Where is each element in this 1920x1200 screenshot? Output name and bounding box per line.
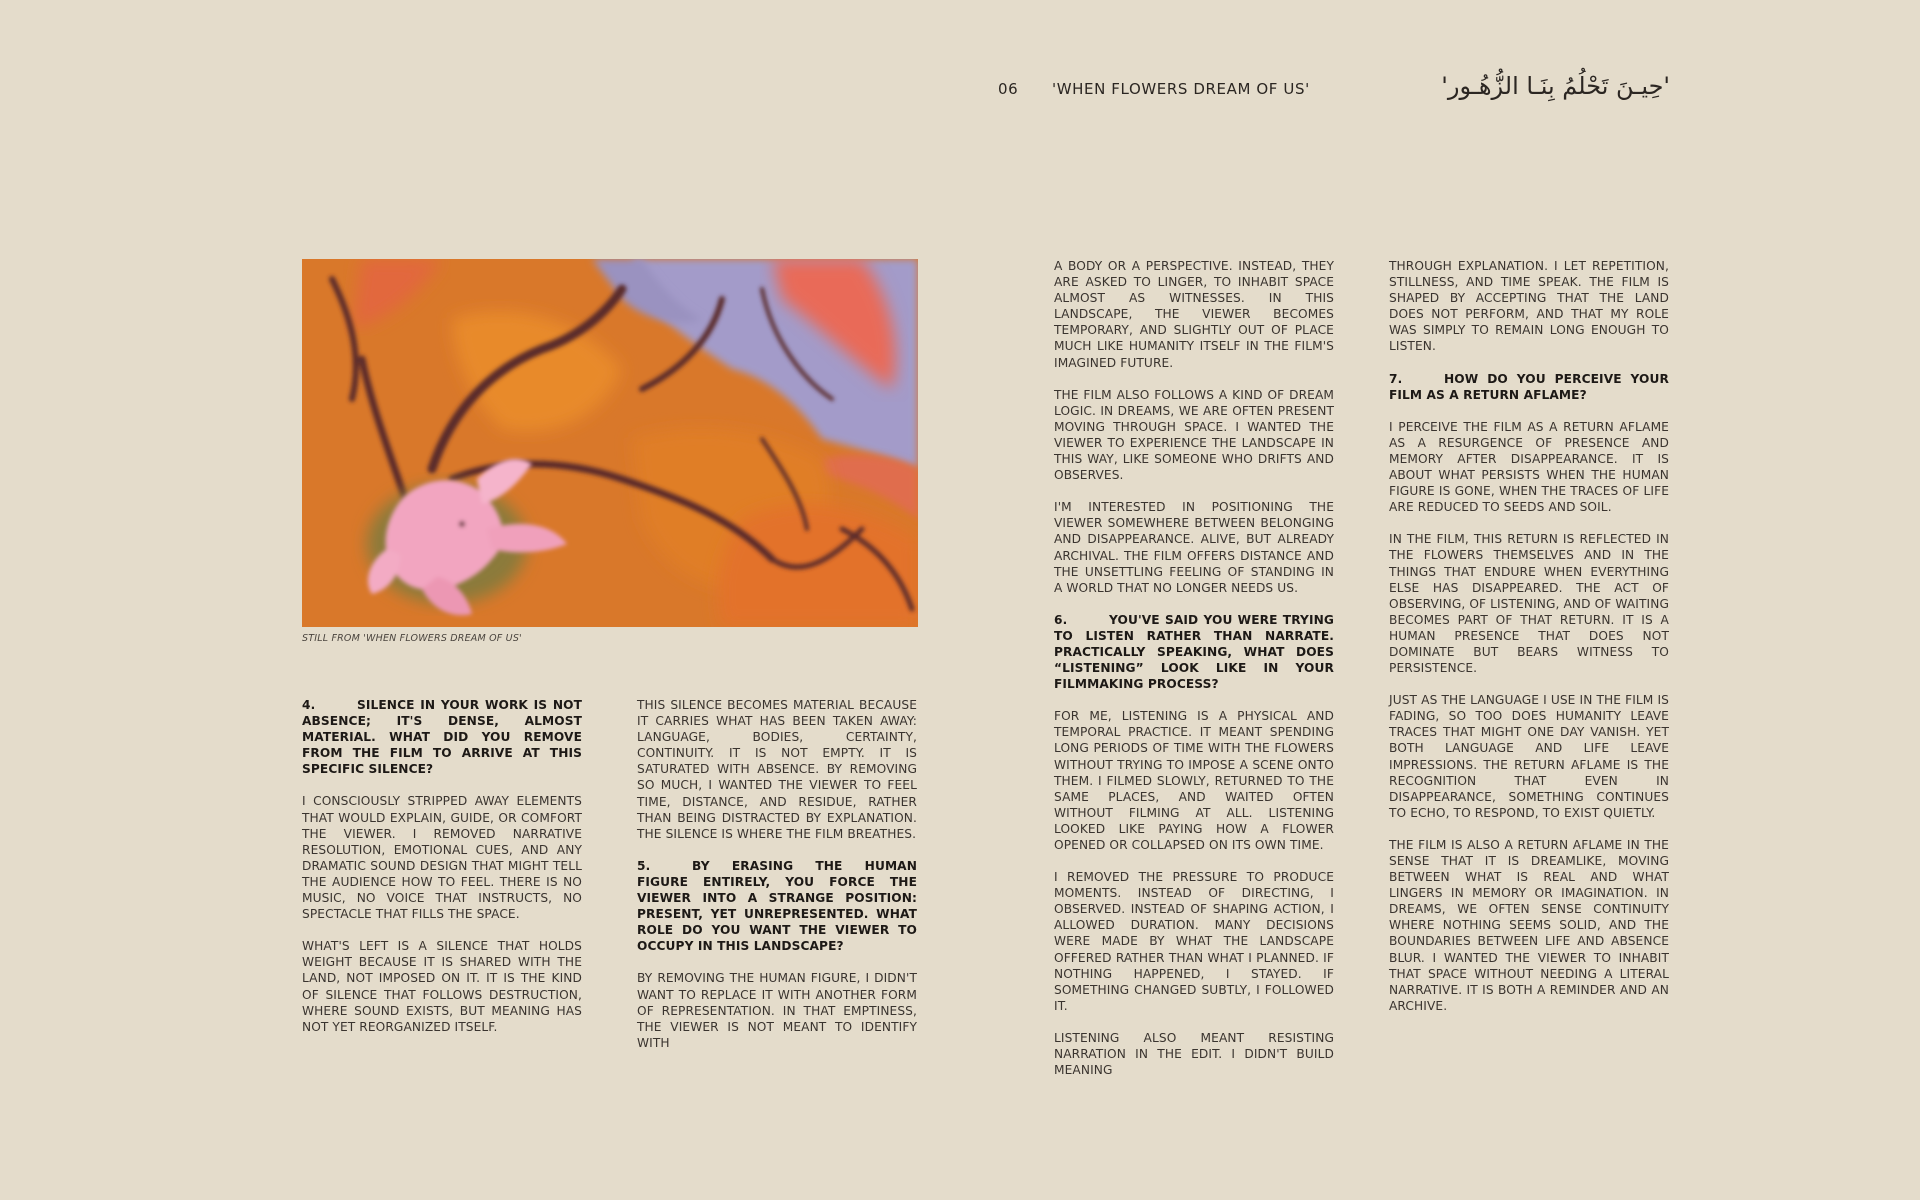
question-number: 4. xyxy=(302,698,316,712)
paragraph: I'M INTERESTED IN POSITIONING THE VIEWER SOMEWHERE BETWEEN BELONGING AND DISAPPEARANCE. ALIVE, BUT ALREADY ARCHIVAL. THE FILM OFFERS DISTANCE AND THE UNSETTLING FEELING OF STANDING IN A WORLD THAT NO LONGER NEEDS US. xyxy=(1054,500,1334,595)
arabic-title: 'حِيـنَ تَحْلُمُ بِنَـا الزُّهُـور' xyxy=(1441,72,1670,100)
paragraph: THROUGH EXPLANATION. I LET REPETITION, STILLNESS, AND TIME SPEAK. THE FILM IS SHAPED BY ACCEPTING THAT THE LAND DOES NOT PERFORM, AND THAT MY ROLE WAS SIMPLY TO REMAIN LONG ENOUGH TO LISTEN. xyxy=(1389,259,1669,354)
column-3 xyxy=(1054,258,1334,1094)
column-2 xyxy=(637,697,917,1067)
paragraph: IN THE FILM, THIS RETURN IS REFLECTED IN THE FLOWERS THEMSELVES AND IN THE THINGS THAT ENDURE WHEN EVERYTHING ELSE HAS DISAPPEARED. THE ACT OF OBSERVING, OF LISTENING, AND OF WAITING BECOMES PART OF THAT RETURN. IT IS A HUMAN PRESENCE THAT DOES NOT DOMINATE BUT BEARS WITNESS TO PERSISTENCE. xyxy=(1389,532,1669,676)
paragraph: THE FILM ALSO FOLLOWS A KIND OF DREAM LOGIC. IN DREAMS, WE ARE OFTEN PRESENT MOVING THROUGH SPACE. I WANTED THE VIEWER TO EXPERIENCE THE LANDSCAPE IN THIS WAY, LIKE SOMEONE WHO DRIFTS AND OBSERVES. xyxy=(1054,387,1334,483)
column-4 xyxy=(1389,258,1669,1030)
image-caption: STILL FROM 'WHEN FLOWERS DREAM OF US' xyxy=(302,633,522,644)
column-1 xyxy=(302,697,582,1051)
paragraph: LISTENING ALSO MEANT RESISTING NARRATION IN THE EDIT. I DIDN'T BUILD MEANING xyxy=(1054,1030,1334,1078)
paragraph: THE FILM IS ALSO A RETURN AFLAME IN THE SENSE THAT IT IS DREAMLIKE, MOVING BETWEEN WHAT IS REAL AND WHAT LINGERS IN MEMORY OR IMAGINATION. IN DREAMS, WE OFTEN SENSE CONTINUITY WHERE NOTHING SEEMS SOLID, AND THE BOUNDARIES BETWEEN LIFE AND ABSENCE BLUR. I WANTED THE VIEWER TO INHABIT THAT SPACE WITHOUT NEEDING A LITERAL NARRATIVE. IT IS BOTH A REMINDER AND AN ARCHIVE. xyxy=(1389,837,1669,1013)
question-text: YOU'VE SAID YOU WERE TRYING TO LISTEN RATHER THAN NARRATE. PRACTICALLY SPEAKING, WHAT DOES “LISTENING” LOOK LIKE IN YOUR FILMMAKING PROCESS? xyxy=(1054,612,1334,692)
question-7 xyxy=(1389,371,1669,403)
question-text: SILENCE IN YOUR WORK IS NOT ABSENCE; IT'S DENSE, ALMOST MATERIAL. WHAT DID YOU REMOVE FROM THE FILM TO ARRIVE AT THIS SPECIFIC SILENCE? xyxy=(302,698,582,777)
flower-illustration xyxy=(302,259,918,627)
paragraph: BY REMOVING THE HUMAN FIGURE, I DIDN'T WANT TO REPLACE IT WITH ANOTHER FORM OF REPRESENTATION. IN THAT EMPTINESS, THE VIEWER IS NOT MEANT TO IDENTIFY WITH xyxy=(637,971,917,1050)
page-title: 'WHEN FLOWERS DREAM OF US' xyxy=(1052,80,1310,98)
paragraph: A BODY OR A PERSPECTIVE. INSTEAD, THEY ARE ASKED TO LINGER, TO INHABIT SPACE ALMOST AS WITNESSES. IN THIS LANDSCAPE, THE VIEWER BECOMES TEMPORARY, AND SLIGHTLY OUT OF PLACE MUCH LIKE HUMANITY ITSELF IN THE FILM'S IMAGINED FUTURE. xyxy=(1054,259,1334,370)
question-number: 7. xyxy=(1389,371,1403,386)
question-4 xyxy=(302,697,582,777)
question-5 xyxy=(637,858,917,955)
paragraph: FOR ME, LISTENING IS A PHYSICAL AND TEMPORAL PRACTICE. IT MEANT SPENDING LONG PERIODS OF TIME WITH THE FLOWERS WITHOUT TRYING TO IMPOSE A SCENE ONTO THEM. I FILMED SLOWLY, RETURNED TO THE SAME PLACES, AND WAITED OFTEN WITHOUT FILMING AT ALL. LISTENING LOOKED LIKE PAYING HOW A FLOWER OPENED OR COLLAPSED ON ITS OWN TIME. xyxy=(1054,709,1334,852)
film-still-image xyxy=(302,259,918,627)
question-6 xyxy=(1054,612,1334,692)
paragraph: WHAT'S LEFT IS A SILENCE THAT HOLDS WEIGHT BECAUSE IT IS SHARED WITH THE LAND, NOT IMPOSED ON IT. IT IS THE KIND OF SILENCE THAT FOLLOWS DESTRUCTION, WHERE SOUND EXISTS, BUT MEANING HAS NOT YET REORGANIZED ITSELF. xyxy=(302,939,582,1034)
paragraph: JUST AS THE LANGUAGE I USE IN THE FILM IS FADING, SO TOO DOES HUMANITY LEAVE TRACES THAT MIGHT ONE DAY VANISH. YET BOTH LANGUAGE AND LIFE LEAVE IMPRESSIONS. THE RETURN AFLAME IS THE RECOGNITION THAT EVEN IN DISAPPEARANCE, SOMETHING CONTINUES TO ECHO, TO RESPOND, TO EXIST QUIETLY. xyxy=(1389,693,1669,820)
question-number: 5. xyxy=(637,858,651,873)
paragraph: I PERCEIVE THE FILM AS A RETURN AFLAME AS A RESURGENCE OF PRESENCE AND MEMORY AFTER DISAPPEARANCE. IT IS ABOUT WHAT PERSISTS WHEN THE HUMAN FIGURE IS GONE, WHEN THE TRACES OF LIFE ARE REDUCED TO SEEDS AND SOIL. xyxy=(1389,419,1669,515)
question-number: 6. xyxy=(1054,612,1068,627)
page-number: 06 xyxy=(998,80,1019,98)
paragraph: THIS SILENCE BECOMES MATERIAL BECAUSE IT CARRIES WHAT HAS BEEN TAKEN AWAY: LANGUAGE, BODIES, CERTAINTY, CONTINUITY. IT IS NOT EMPTY. IT IS SATURATED WITH ABSENCE. BY REMOVING SO MUCH, I WANTED THE VIEWER TO FEEL TIME, DISTANCE, AND RESIDUE, RATHER THAN BEING DISTRACTED BY EXPLANATION. THE SILENCE IS WHERE THE FILM BREATHES. xyxy=(637,698,917,841)
question-text: BY ERASING THE HUMAN FIGURE ENTIRELY, YOU FORCE THE VIEWER INTO A STRANGE POSITION: PRESENT, YET UNREPRESENTED. WHAT ROLE DO YOU WANT THE VIEWER TO OCCUPY IN THIS LANDSCAPE? xyxy=(637,858,917,954)
paragraph: I REMOVED THE PRESSURE TO PRODUCE MOMENTS. INSTEAD OF DIRECTING, I OBSERVED. INSTEAD OF SHAPING ACTION, I ALLOWED DURATION. MANY DECISIONS WERE MADE BY WHAT THE LANDSCAPE OFFERED RATHER THAN WHAT I PLANNED. IF NOTHING HAPPENED, I STAYED. IF SOMETHING CHANGED SUBTLY, I FOLLOWED IT. xyxy=(1054,870,1334,1013)
question-text: HOW DO YOU PERCEIVE YOUR FILM AS A RETURN AFLAME? xyxy=(1389,371,1669,402)
paragraph: I CONSCIOUSLY STRIPPED AWAY ELEMENTS THAT WOULD EXPLAIN, GUIDE, OR COMFORT THE VIEWER. I REMOVED NARRATIVE RESOLUTION, EMOTIONAL CUES, AND ANY DRAMATIC SOUND DESIGN THAT MIGHT TELL THE AUDIENCE HOW TO FEEL. THERE IS NO MUSIC, NO VOICE THAT INSTRUCTS, NO SPECTACLE THAT FILLS THE SPACE. xyxy=(302,794,582,922)
